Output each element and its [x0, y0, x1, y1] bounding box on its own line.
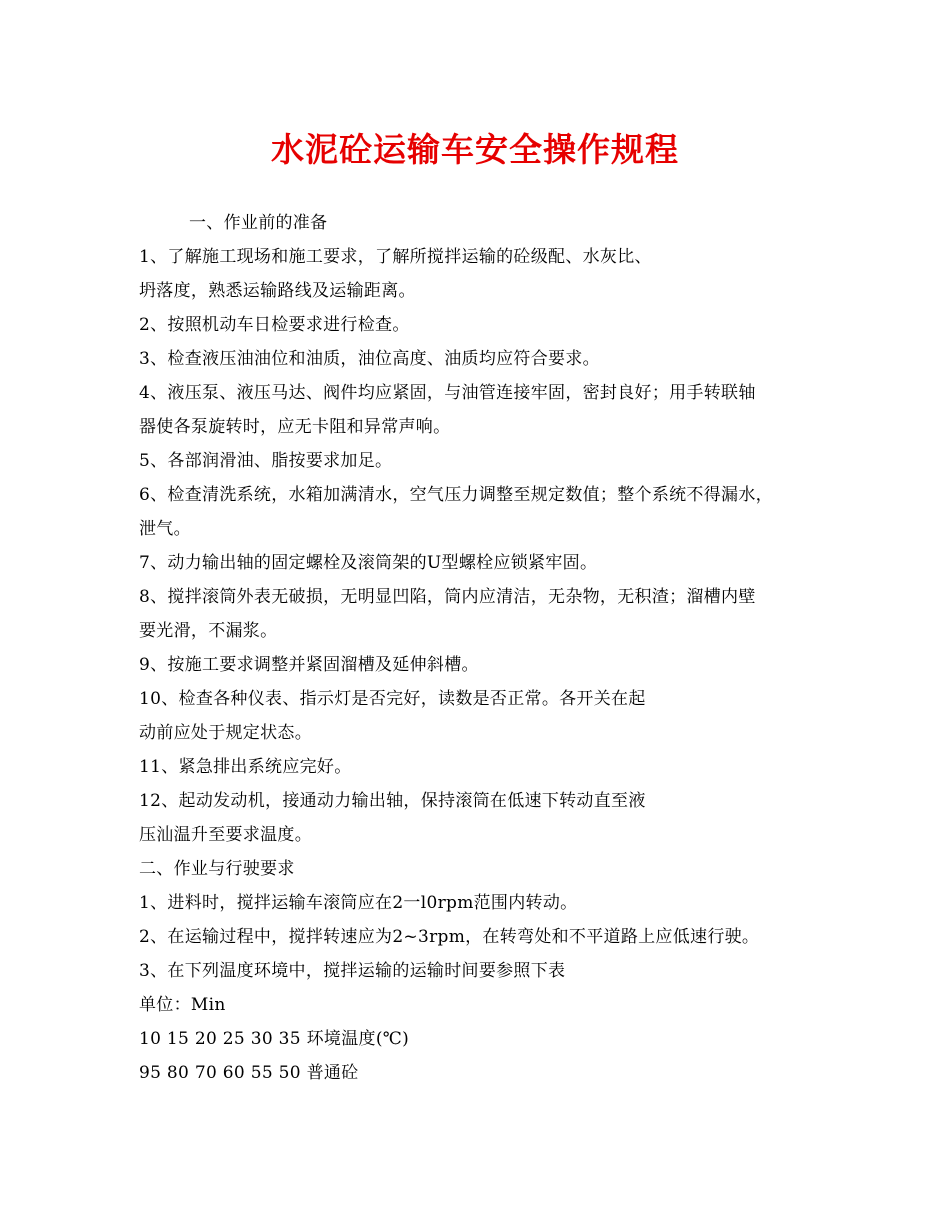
- paragraph-line: 7、动力输出轴的固定螺栓及滚筒架的U型螺栓应锁紧牢固。: [139, 553, 598, 573]
- paragraph-line: 泄气。: [139, 519, 191, 539]
- paragraph-line: 3、在下列温度环境中，搅拌运输的运输时间要参照下表: [139, 961, 566, 981]
- section-heading-preparation: 一、作业前的准备: [189, 213, 328, 233]
- paragraph-line: 4、液压泵、液压马达、阀件均应紧固，与油管连接牢固，密封良好；用手转联轴: [139, 383, 756, 403]
- paragraph-line: 2、在运输过程中，搅拌转速应为2~3rpm，在转弯处和不平道路上应低速行驶。: [139, 927, 760, 947]
- document-title: 水泥砼运输车安全操作规程: [271, 130, 679, 169]
- unit-line: 单位：Min: [139, 995, 226, 1015]
- paragraph-line: 1、了解施工现场和施工要求，了解所搅拌运输的砼级配、水灰比、: [139, 247, 652, 267]
- paragraph-line: 9、按施工要求调整并紧固溜槽及延伸斜槽。: [139, 655, 479, 675]
- paragraph-line: 5、各部润滑油、脂按要求加足。: [139, 451, 393, 471]
- table-row-ordinary-concrete: 95 80 70 60 55 50 普通砼: [139, 1063, 359, 1083]
- paragraph-line: 要光滑，不漏浆。: [139, 621, 278, 641]
- document-body: [139, 206, 839, 1090]
- paragraph-line: 2、按照机动车日检要求进行检查。: [139, 315, 410, 335]
- paragraph-line: 1、进料时，搅拌运输车滚筒应在2一l0rpm范围内转动。: [139, 893, 578, 913]
- section-heading-operation: 二、作业与行驶要求: [139, 859, 295, 879]
- table-row-temperature: 10 15 20 25 30 35 环境温度(℃): [139, 1029, 409, 1049]
- paragraph-line: 12、起动发动机，接通动力输出轴，保持滚筒在低速下转动直至液: [139, 791, 646, 811]
- paragraph-line: 动前应处于规定状态。: [139, 723, 312, 743]
- paragraph-line: 器使各泵旋转时，应无卡阻和异常声响。: [139, 417, 451, 437]
- paragraph-line: 压汕温升至要求温度。: [139, 825, 312, 845]
- paragraph-line: 11、紧急排出系统应完好。: [139, 757, 352, 777]
- paragraph-line: 3、检查液压油油位和油质，油位高度、油质均应符合要求。: [139, 349, 600, 369]
- paragraph-line: 6、检查清洗系统，水箱加满清水，空气压力调整至规定数值；整个系统不得漏水，: [139, 485, 773, 505]
- paragraph-line: 8、搅拌滚筒外表无破损，无明显凹陷，筒内应清洁，无杂物，无积渣；溜槽内壁: [139, 587, 756, 607]
- paragraph-line: 10、检查各种仪表、指示灯是否完好，读数是否正常。各开关在起: [139, 689, 646, 709]
- paragraph-line: 坍落度，熟悉运输路线及运输距离。: [139, 281, 416, 301]
